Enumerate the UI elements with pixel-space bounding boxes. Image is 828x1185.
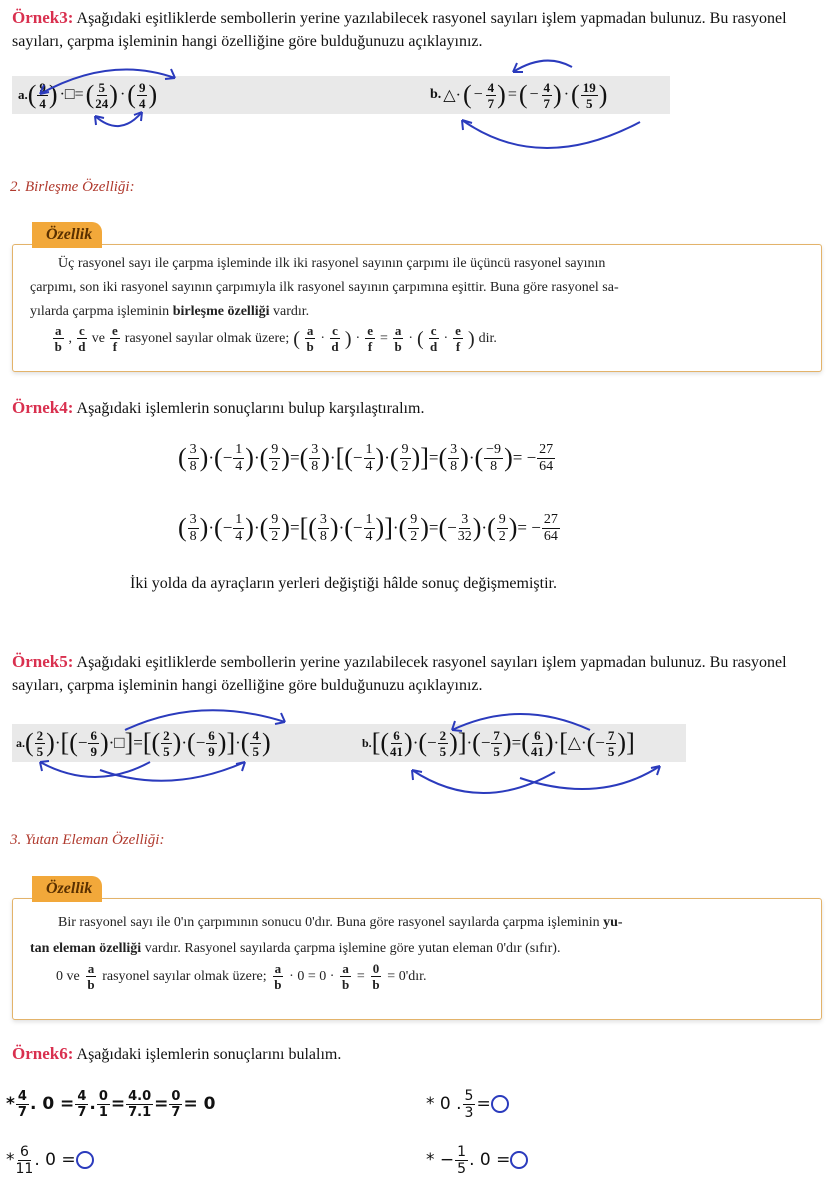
section3-title: 3. Yutan Eleman Özelliği: [10, 832, 165, 848]
ornek6-item4: * − $\frac{1}{5}$ . 0 = [426, 1140, 528, 1180]
ornek6-label: Örnek6: [12, 1044, 74, 1063]
ornek4-text: Aşağıdaki işlemlerin sonuçlarını bulup karşılaştıralım. [76, 400, 425, 417]
ornek5-label: Örnek5: [12, 652, 74, 671]
ornek5-text: Aşağıdaki eşitliklerde sembollerin yerine yazılabilecek rasyonel sayıları işlem yapmadan bulunuz. Bu rasyonel sayıları, çarpma işleminin hangi özelliğine göre bulduğunuzu açıklayınız. [12, 654, 787, 694]
ornek3-equation-b: b. △· ( − $\frac{4}{7}$ ) = ( − $\frac{4}{7}$ ) · ( $\frac{19}{5}$ ) [430, 79, 608, 111]
ornek4-block [12, 396, 424, 420]
ornek4-line1: ( $\frac{3}{8}$ ) · ( − $\frac{1}{4}$ ) · ( $\frac{9}{2}$ ) = ( $\frac{3}{8}$ ) · [ ( − $\frac{1}{4}$ ) · ( $\frac{9}{2}$ ) ] = ( $\frac{3}{8}$ ) · ( $\frac{-9}{8}$ ) = − $\frac{27}{64}$ [178, 441, 554, 474]
ozellik2-formula: 0 ve $\frac{a}{b}$ rasyonel sayılar olmak üzere; $\frac{a}{b}$ · 0 = 0 · $\frac{a}{b}$ = $\frac{0}{b}$ = 0'dır. [56, 961, 427, 992]
ozellik1-text: Üç rasyonel sayı ile çarpma işleminde ilk iki rasyonel sayının çarpımı ile üçüncü rasyonel sayının çarpımı, son iki rasyonel sayının çarpımıyla ilk rasyonel sayının çarpımına eşittir. Buna göre rasyonel sa- yılarda çarpma işleminin birleşme özelliği vardır. $\frac{a}{b}$ , $\frac{c}{d}$ ve $\frac{e}{f}$ rasyonel sayılar olmak üzere; ( $\frac{a}{b}$ · $\frac{c}{d}$ ) · $\frac{e}{f}$ = $\frac{a}{b}$ · ( $\frac{c}{d}$ · $\frac{e}{f}$ ) dir. [30, 252, 815, 353]
answer-circle [76, 1151, 94, 1169]
ornek5-equation-b: b. [ ( $\frac{6}{41}$ ) · ( − $\frac{2}{5}$ ) ] · ( − $\frac{7}{5}$ ) = ( $\frac{6}{41}$ ) · [ △· ( − $\frac{7}{5}$ ) ] [362, 727, 635, 759]
ozellik2-tag: Özellik [32, 876, 102, 902]
ornek6-item1: * $\frac{4}{7}$ . 0 = $\frac{4}{7}$ . $\frac{0}{1}$ = $\frac{4.0}{7.1}$ = $\frac{0}{7}$ = 0 [6, 1088, 216, 1120]
section2-title: 2. Birleşme Özelliği: [10, 179, 135, 195]
ornek3-label: Örnek3: [12, 8, 74, 27]
ornek4-line2: ( $\frac{3}{8}$ ) · ( − $\frac{1}{4}$ ) · ( $\frac{9}{2}$ ) = [ ( $\frac{3}{8}$ ) · ( − $\frac{1}{4}$ ) ] · ( $\frac{9}{2}$ ) = ( − $\frac{3}{32}$ ) · ( $\frac{9}{2}$ ) = − $\frac{27}{64}$ [178, 511, 558, 544]
ornek4-conclusion: İki yolda da ayraçların yerleri değiştiği hâlde sonuç değişmemiştir. [130, 575, 557, 592]
ornek3-block [12, 6, 820, 53]
ornek5-equation-a: a. ( $\frac{2}{5}$ ) · [ ( − $\frac{6}{9}$ ) ·□ ] = [ ( $\frac{2}{5}$ ) · ( − $\frac{6}{9}$ ) ] · ( $\frac{4}{5}$ ) [16, 727, 271, 759]
answer-circle [491, 1095, 509, 1113]
answer-circle [510, 1151, 528, 1169]
ornek6-block [12, 1042, 341, 1066]
ozellik1-formula: $\frac{a}{b}$ , $\frac{c}{d}$ ve $\frac{e}{f}$ rasyonel sayılar olmak üzere; ( $\frac{a}{b}$ · $\frac{c}{d}$ ) · $\frac{e}{f}$ = $\frac{a}{b}$ · ( $\frac{c}{d}$ · $\frac{e}{f}$ ) dir. [54, 323, 497, 354]
ozellik1-tag: Özellik [32, 222, 102, 248]
ornek5-arrows [0, 700, 828, 810]
ozellik2-text: Bir rasyonel sayı ile 0'ın çarpımının sonucu 0'dır. Buna göre rasyonel sayılarda çarpma işleminin yu- tan eleman özelliği vardır. Rasyonel sayılarda çarpma işlemine göre yutan eleman 0'dır (sıfır). 0 ve $\frac{a}{b}$ rasyonel sayılar olmak üzere; $\frac{a}{b}$ · 0 = 0 · $\frac{a}{b}$ = $\frac{0}{b}$ = 0'dır. [30, 910, 820, 991]
ornek3-equation-a: a. ( $\frac{9}{4}$ ) ·□= ( $\frac{5}{24}$ ) · ( $\frac{9}{4}$ ) [18, 79, 158, 111]
ornek3-text: Aşağıdaki eşitliklerde sembollerin yerine yazılabilecek rasyonel sayıları işlem yapmadan bulunuz. Bu rasyonel sayıları, çarpma işleminin hangi özelliğine göre bulduğunuzu açıklayınız. [12, 10, 787, 50]
ornek5-block [12, 650, 820, 697]
ornek3-arrows [0, 50, 828, 150]
ornek4-label: Örnek4: [12, 398, 74, 417]
ornek6-item2: * 0 . $\frac{5}{3}$ = [426, 1084, 509, 1124]
ornek6-item3: * $\frac{6}{11}$ . 0 = [6, 1140, 94, 1180]
ornek6-text: Aşağıdaki işlemlerin sonuçlarını bulalım. [76, 1046, 342, 1063]
